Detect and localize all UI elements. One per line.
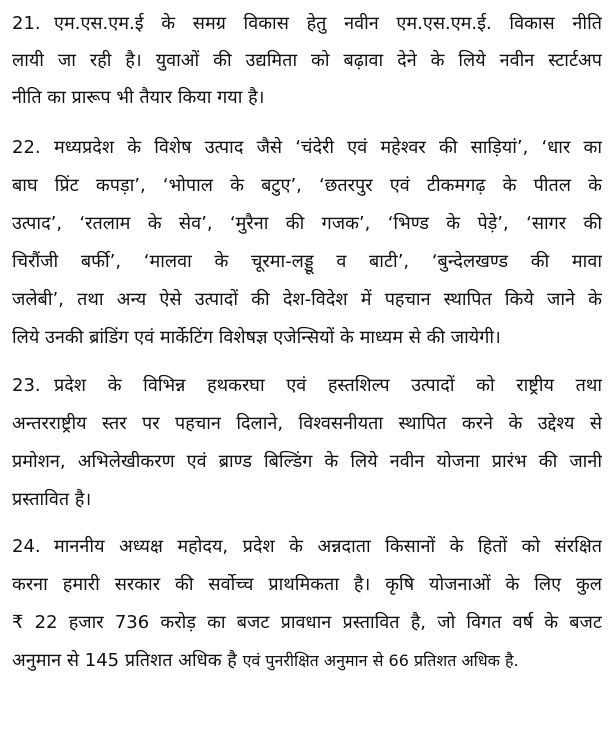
paragraph-22-line-2: बाघ प्रिंट कपड़ा’, ‘भोपाल के बटुए’, ‘छतरपुर एवं टीकमगढ़ के पीतल के — [12, 175, 602, 196]
paragraph-22-line-3: उत्पाद’, ‘रतलाम के सेव’, ‘मुरैना की गजक’, ‘भिण्ड के पेड़े’, ‘सागर की — [12, 213, 602, 234]
paragraph-22-line-6: लिये उनकी ब्रांडिंग एवं मार्केटिंग विशेषज्ञ एजेन्सियों के माध्यम से की जायेगी। — [12, 327, 501, 348]
paragraph-24-line-3: ₹ 22 हजार 736 करोड़ का बजट प्रावधान प्रस्तावित है, जो विगत वर्ष के बजट — [12, 612, 602, 633]
paragraph-23-line-3: प्रमोशन, अभिलेखीकरण एवं ब्राण्ड बिल्डिंग के लिये नवीन योजना प्रारंभ की जानी — [12, 451, 602, 472]
budget-speech-page — [12, 8, 602, 724]
paragraph-23-line-4: प्रस्तावित है। — [12, 489, 92, 510]
paragraph-text: प्रदेश के विभिन्न हथकरघा एवं हस्तशिल्प उत्पादों को राष्ट्रीय तथा — [54, 375, 602, 396]
paragraph-21-line-1 — [12, 8, 602, 39]
paragraph-text: मध्यप्रदेश के विशेष उत्पाद जैसे ‘चंदेरी एवं महेश्वर की साड़ियां’, ‘धार का — [54, 137, 602, 158]
paragraph-24-line-4 — [12, 645, 602, 676]
paragraph-23-line-2: अन्तरराष्ट्रीय स्तर पर पहचान दिलाने, विश्वसनीयता स्थापित करने के उद्देश्य से — [12, 413, 602, 434]
paragraph-number: 22. — [12, 137, 41, 158]
paragraph-text: अनुमान से 145 प्रतिशत अधिक है — [12, 650, 237, 671]
paragraph-text: एम.एस.एम.ई के समग्र विकास हेतु नवीन एम.एस.एम.ई. विकास नीति — [54, 13, 602, 34]
paragraph-24-line-1 — [12, 531, 602, 562]
paragraph-number: 23. — [12, 375, 41, 396]
paragraph-23-line-1 — [12, 370, 602, 401]
paragraph-21-line-3: नीति का प्रारूप भी तैयार किया गया है। — [12, 87, 265, 108]
inserted-correction-text: एवं पुनरीक्षित अनुमान से 66 प्रतिशत अधिक है. — [242, 651, 519, 670]
paragraph-24-line-2: करना हमारी सरकार की सर्वोच्च प्राथमिकता है। कृषि योजनाओं के लिए कुल — [12, 574, 602, 595]
paragraph-text: माननीय अध्यक्ष महोदय, प्रदेश के अन्नदाता किसानों के हितों को संरक्षित — [54, 536, 602, 557]
paragraph-22-line-1 — [12, 132, 602, 163]
paragraph-21-line-2: लायी जा रही है। युवाओं की उद्यमिता को बढ़ावा देने के लिये नवीन स्टार्टअप — [12, 50, 602, 71]
paragraph-22-line-4: चिरौंजी बर्फी’, ‘मालवा के चूरमा-लड्डू व बाटी’, ‘बुन्देलखण्ड की मावा — [12, 251, 602, 272]
paragraph-number: 24. — [12, 536, 41, 557]
paragraph-22-line-5: जलेबी’, तथा अन्य ऐसे उत्पादों की देश-विदेश में पहचान स्थापित किये जाने के — [12, 289, 602, 310]
paragraph-number: 21. — [12, 13, 41, 34]
